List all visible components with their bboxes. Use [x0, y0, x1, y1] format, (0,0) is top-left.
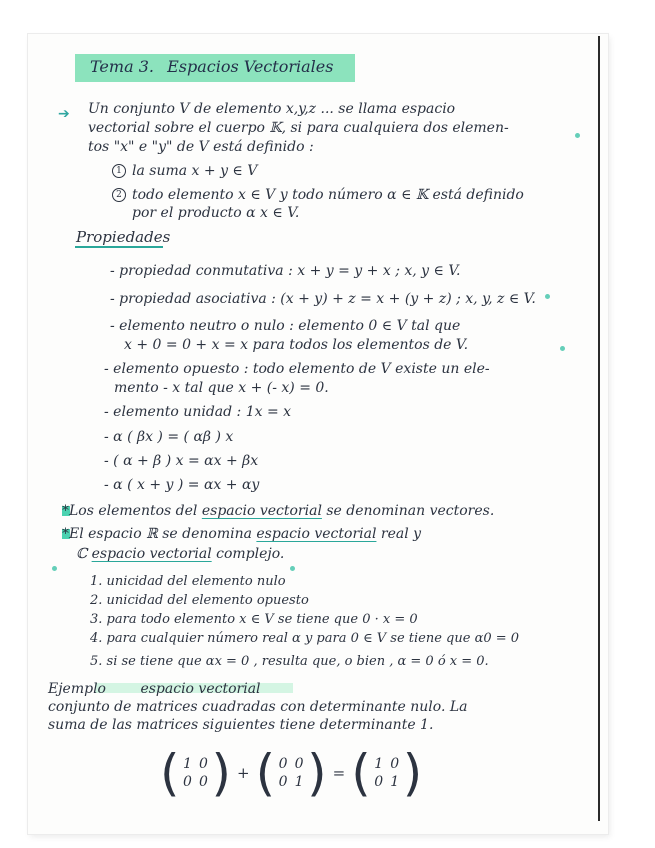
matrix-entry: 0 [278, 774, 288, 790]
matrix-c: ( 1 0 0 1 ) [351, 744, 423, 802]
intro-line-3: tos "x" e "y" de V está definido : [88, 139, 314, 155]
ink-speck [52, 566, 57, 571]
title-text: Espacios Vectoriales [167, 57, 334, 76]
consequence-item: 1. unicidad del elemento nulo [90, 574, 286, 589]
consequence-item: 2. unicidad del elemento opuesto [90, 593, 309, 608]
matrix-entry: 1 [294, 774, 304, 790]
example-heading [48, 680, 261, 698]
matrix-equation [160, 744, 423, 802]
intro-line-2: vectorial sobre el cuerpo 𝕂, si para cualquiera dos elemen- [88, 120, 509, 136]
property-item: - elemento opuesto : todo elemento de V existe un ele- [104, 361, 490, 377]
property-item: - elemento neutro o nulo : elemento 0 ∈ V tal que [110, 318, 461, 334]
condition-number: 2 [112, 188, 126, 202]
ink-speck [290, 566, 295, 571]
ink-speck [575, 133, 580, 138]
consequence-item: 4. para cualquier número real α y para 0 ∈ V se tiene que α0 = 0 [90, 631, 520, 646]
ink-speck [560, 346, 565, 351]
note-line [62, 525, 421, 543]
note-term: espacio vectorial [201, 503, 322, 519]
example-line: suma de las matrices siguientes tiene determinante 1. [48, 717, 434, 733]
matrix-entry: 0 [390, 756, 400, 772]
property-item: - α ( βx ) = ( αβ ) x [104, 429, 234, 445]
note-marker: ℂ [76, 546, 88, 562]
ink-speck [545, 294, 550, 299]
note-text: real y [376, 526, 422, 542]
property-item: - α ( x + y ) = αx + αy [104, 477, 260, 493]
properties-heading: Propiedades [76, 228, 171, 246]
note-text: se denominan vectores. [321, 503, 495, 519]
property-item: - propiedad conmutativa : x + y = y + x ; x, y ∈ V. [110, 263, 461, 279]
note-line [76, 545, 284, 563]
matrix-entry: 1 [390, 774, 400, 790]
page-title [90, 58, 333, 76]
note-line [62, 502, 494, 520]
note-marker: * [62, 503, 69, 519]
note-text: complejo. [211, 546, 285, 562]
matrix-entry: 0 [374, 774, 384, 790]
matrix-b: ( 0 0 0 1 ) [255, 744, 327, 802]
arrow-icon: ➔ [58, 106, 70, 122]
property-item-cont: x + 0 = 0 + x = x para todos los elementos de V. [124, 337, 469, 353]
title-number: Tema 3. [90, 57, 154, 76]
condition-text: todo elemento x ∈ V y todo número α ∈ 𝕂 está definido [132, 187, 524, 203]
condition-2-cont: por el producto α x ∈ V. [132, 205, 300, 221]
note-text: El espacio ℝ se denomina [69, 526, 257, 542]
equals-operator: = [332, 764, 346, 782]
matrix-entry: 0 [183, 774, 192, 790]
example-label: Ejemplo [48, 681, 106, 697]
matrix-entry: 0 [294, 756, 304, 772]
note-term: espacio vectorial [256, 526, 377, 542]
condition-1 [112, 162, 257, 180]
condition-2 [112, 186, 524, 204]
consequence-item: 5. si se tiene que αx = 0 , resulta que, o bien , α = 0 ó x = 0. [90, 654, 489, 669]
plus-operator: + [237, 764, 250, 782]
matrix-entry: 0 [278, 756, 288, 772]
matrix-entry: 1 [374, 756, 384, 772]
example-subject: espacio vectorial [140, 681, 261, 697]
page-edge-line [598, 36, 600, 821]
note-term: espacio vectorial [91, 546, 212, 562]
note-marker: * [62, 526, 69, 542]
condition-text: la suma x + y ∈ V [132, 163, 258, 179]
property-item: - ( α + β ) x = αx + βx [104, 453, 259, 469]
condition-number: 1 [112, 164, 126, 178]
matrix-entry: 1 [183, 756, 192, 772]
example-line: conjunto de matrices cuadradas con determinante nulo. La [48, 699, 468, 715]
property-item: - propiedad asociativa : (x + y) + z = x + (y + z) ; x, y, z ∈ V. [110, 291, 536, 307]
property-item-cont: mento - x tal que x + (- x) = 0. [114, 380, 329, 396]
property-item: - elemento unidad : 1x = x [104, 404, 292, 420]
note-text: Los elementos del [69, 503, 202, 519]
intro-line-1: Un conjunto V de elemento x,y,z ... se llama espacio [88, 101, 456, 117]
matrix-entry: 0 [199, 774, 208, 790]
matrix-a: ( 1 0 0 0 ) [160, 744, 232, 802]
heading-underline [75, 246, 163, 248]
consequence-item: 3. para todo elemento x ∈ V se tiene que 0 · x = 0 [90, 612, 418, 627]
matrix-entry: 0 [199, 756, 208, 772]
